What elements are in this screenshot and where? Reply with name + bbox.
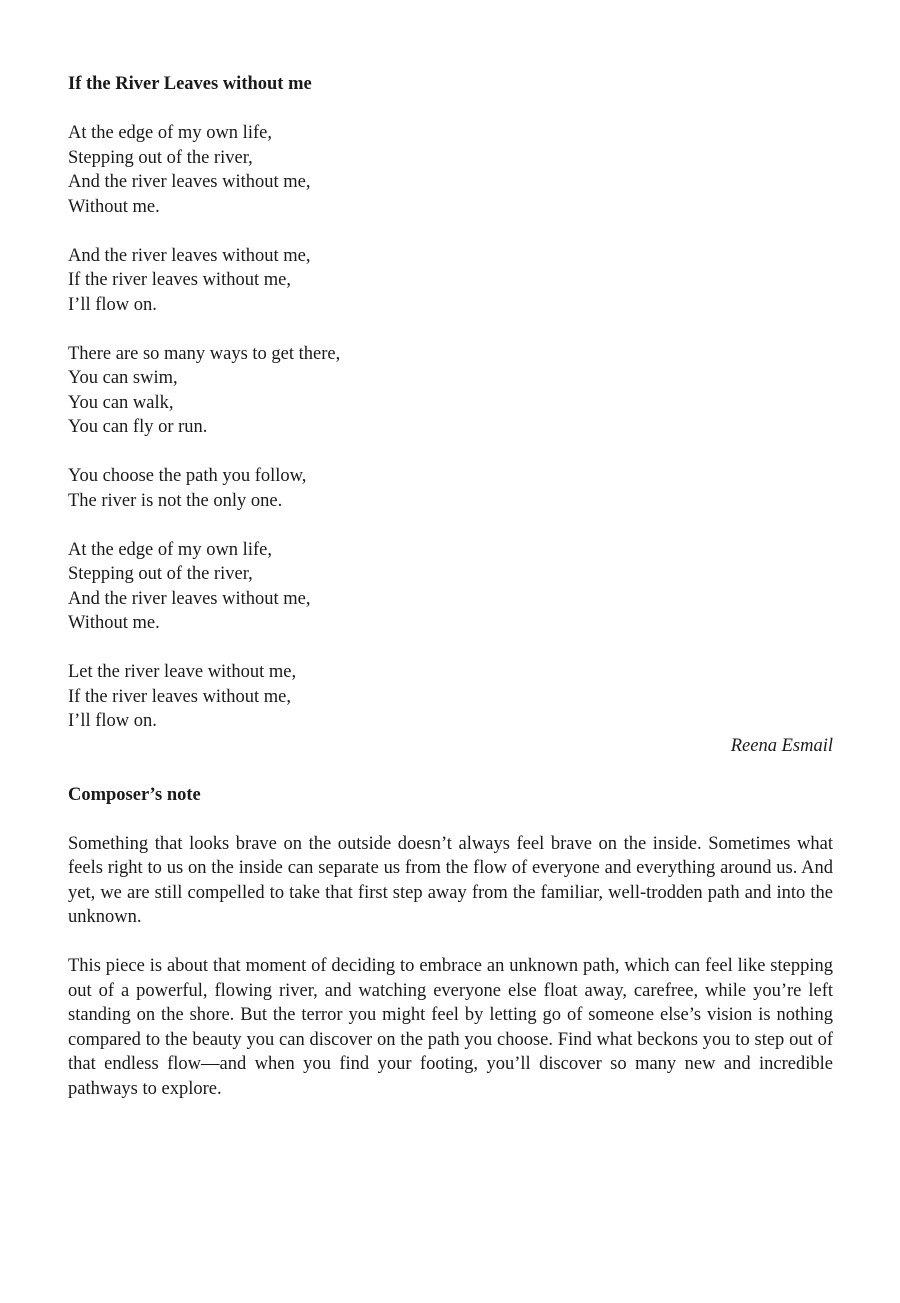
poem-line: And the river leaves without me, — [68, 588, 311, 609]
poem-line: Without me. — [68, 613, 160, 633]
poem-line: The river is not the only one. — [68, 490, 283, 511]
poem-line: And the river leaves without me, — [68, 245, 311, 266]
poem-line: Stepping out of the river, — [68, 147, 253, 168]
poem-title: If the River Leaves without me — [68, 74, 312, 94]
poem-line: You choose the path you follow, — [68, 466, 307, 486]
poem-line: Without me. — [68, 196, 160, 217]
stanza-3 — [68, 342, 833, 440]
poem-line: At the edge of my own life, — [68, 539, 272, 560]
poem-line: At the edge of my own life, — [68, 123, 272, 143]
note-paragraph: This piece is about that moment of deciding to embrace an unknown path, which can feel like stepping out of a powerful, flowing river, and watching everyone else float away, carefree, while you’re left standing on the shore. But the terror you might feel by letting go of someone else’s vision is nothing compared to the beauty you can discover on the path you choose. Find what beckons you to step out of that endless flow—and when you find your footing, you’ll discover so many new and incredible pathways to explore. — [68, 956, 833, 1099]
stanza-1 — [68, 121, 833, 219]
poem-line: You can walk, — [68, 392, 174, 413]
stanza-5 — [68, 538, 833, 636]
poem-line: I’ll flow on. — [68, 711, 157, 731]
poem-line: Let the river leave without me, — [68, 662, 297, 682]
poem-line: If the river leaves without me, — [68, 686, 291, 707]
poem-line: You can swim, — [68, 368, 178, 388]
poem-line: I’ll flow on. — [68, 294, 157, 315]
stanza-6 — [68, 660, 833, 734]
poem-line: You can fly or run. — [68, 417, 208, 437]
poem-line: And the river leaves without me, — [68, 172, 311, 192]
stanza-2 — [68, 244, 833, 318]
stanza-4 — [68, 464, 833, 513]
document-page — [68, 72, 833, 1126]
composers-note-heading: Composer’s note — [68, 784, 201, 805]
poem-line: There are so many ways to get there, — [68, 343, 341, 364]
poem-author: Reena Esmail — [730, 735, 833, 756]
poem-line: If the river leaves without me, — [68, 270, 291, 290]
poem-line: Stepping out of the river, — [68, 564, 253, 584]
note-paragraph: Something that looks brave on the outside doesn’t always feel brave on the inside. Sometimes what feels right to us on the inside can separate us from the flow of everyone and everything around us. And yet, we are still compelled to take that first step away from the familiar, well-trodden path and into the unknown. — [68, 833, 833, 927]
